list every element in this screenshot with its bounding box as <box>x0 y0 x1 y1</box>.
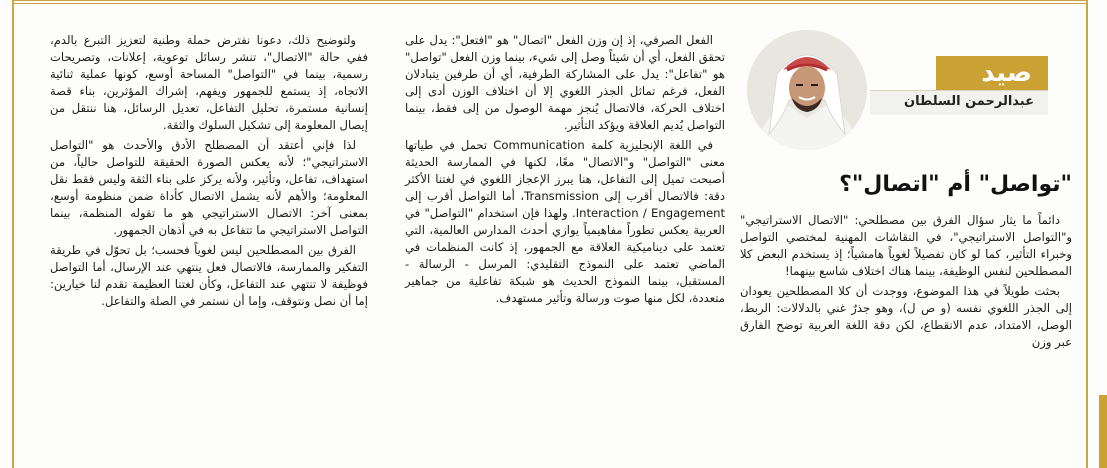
left-border <box>12 0 14 468</box>
article-column-right <box>740 212 1072 354</box>
column-tag-label: صيد <box>981 58 1032 88</box>
paragraph: الفعل الصرفي، إذ إن وزن الفعل "اتصال" هو "افتعل": يدل على تحقق الفعل، أي أن شيئاً وصل إلى شيء، بينما وزن الفعل "تواصل" هو "تفاعل": يدل على المشاركة الطرفية، أي أن طرفين يتبادلان الفعل، فرغم تماثل الجذر اللغوي إلا أن اختلاف الوزن أدى إلى اختلاف الحركة، فالاتصال يُنجز مهمة الوصول من إلى فقط، بينما التواصل يُديم العلاقة ويؤكد التأثير. <box>405 33 725 132</box>
paragraph: ولتوضيح ذلك، دعونا نفترض حملة وطنية لتعزيز التبرع بالدم، ففي حالة "الاتصال"، تنشر رسائل توعوية، إعلانات، وتصريحات رسمية، بينما في "التواصل" المساحة أوسع، كونها عملية ثنائية الاتجاه، إذ يستمع للجمهور ويفهم، إشراك المؤثرين، بناء قصة إنسانية مستمرة، تحليل التفاعل، تعديل الرسائل، هنا ننتقل من إيصال المعلومة إلى تشكيل السلوك والثقة. <box>50 33 368 132</box>
right-border <box>1086 0 1088 468</box>
column-header <box>870 56 1048 118</box>
article-column-left <box>50 32 368 313</box>
column-tag <box>936 56 1048 90</box>
author-name-box <box>870 90 1048 115</box>
paragraph: في اللغة الإنجليزية كلمة Communication تحمل في طياتها معنى "التواصل" و"الاتصال" معًا، لكنها في الممارسة الحديثة أصبحت تميل إلى التفاعل، هنا يبرز الإعجاز اللغوي في لغتنا الأكثر دقة: فالاتصال أقرب إلى Transmission، أما التواصل أقرب إلى Interaction / Engagement. ولهذا فإن استخدام "التواصل" في العربية يعكس تطوراً مفاهيمياً يوازي أحدث المدارس العالمية، التي تعتمد على ديناميكية العلاقة مع الجمهور، إذ كانت المنظمات في الماضي تعتمد على النموذج التقليدي: المرسل - الرسالة - المستقبل، بينما النموذج الحديث هو شبكة تفاعلية من جماهير متعددة، لكل منها صوت ورسالة وتأثير مستهدف. <box>405 138 726 305</box>
top-border <box>12 0 1087 4</box>
paragraph: دائماً ما يثار سؤال الفرق بين مصطلحي: "الاتصال الاستراتيجي" و"التواصل الاستراتيجي"، في النقاشات المهنية لمختصي التواصل وخبراء التأثير، كما لو كان تفصيلاً لغوياً هامشياً؛ إذ يستخدم البعض كلا المصطلحين لنفس الوظيفة، بينما هناك اختلاف شاسع بينهما! <box>740 213 1072 278</box>
author-name: عبدالرحمن السلطان <box>904 94 1034 109</box>
paragraph: الفرق بين المصطلحين ليس لغوياً فحسب؛ بل تحوّل في طريقة التفكير والممارسة، فالاتصال فعل ينتهي عند الإرسال، أما التواصل فوظيفة لا تنتهي عند التفاعل، وكأن لغتنا العظيمة تقدم لنا خيارين: إما أن نصل ونتوقف، وإما أن نستمر في الصلة والتفاعل. <box>50 243 368 308</box>
paragraph: لذا فإني أعتقد أن المصطلح الأدق والأحدث هو "التواصل الاستراتيجي"؛ لأنه يعكس الصورة الحقيقة للتواصل حالياً، من استهداف، تفاعل، وتأثير، ولأنه يركز على بناء الثقة وليس فقط نقل المعلومة؛ والأهم لأنه يشمل الاتصال كأداة ضمن منظومة أوسع، بمعنى آخر: الاتصال الاستراتيجي هو ما تقوله المنظمة، بينما التواصل الاستراتيجي ما تتفاعل به في أذهان الجمهور. <box>50 138 368 237</box>
paragraph: بحثت طويلاً في هذا الموضوع، ووجدت أن كلا المصطلحين يعودان إلى الجذر اللغوي نفسه (و ص ل)، وهو جذرٌ غني بالدلالات: الربط، الوصل، الامتداد، عدم الانقطاع، لكن دقة اللغة العربية توضح الفارق عبر وزن <box>740 284 1072 349</box>
article-title: "تواصل" أم "اتصال"؟ <box>839 172 1072 197</box>
article-column-middle <box>405 32 725 310</box>
author-portrait <box>747 30 867 150</box>
edge-accent <box>1099 395 1107 468</box>
